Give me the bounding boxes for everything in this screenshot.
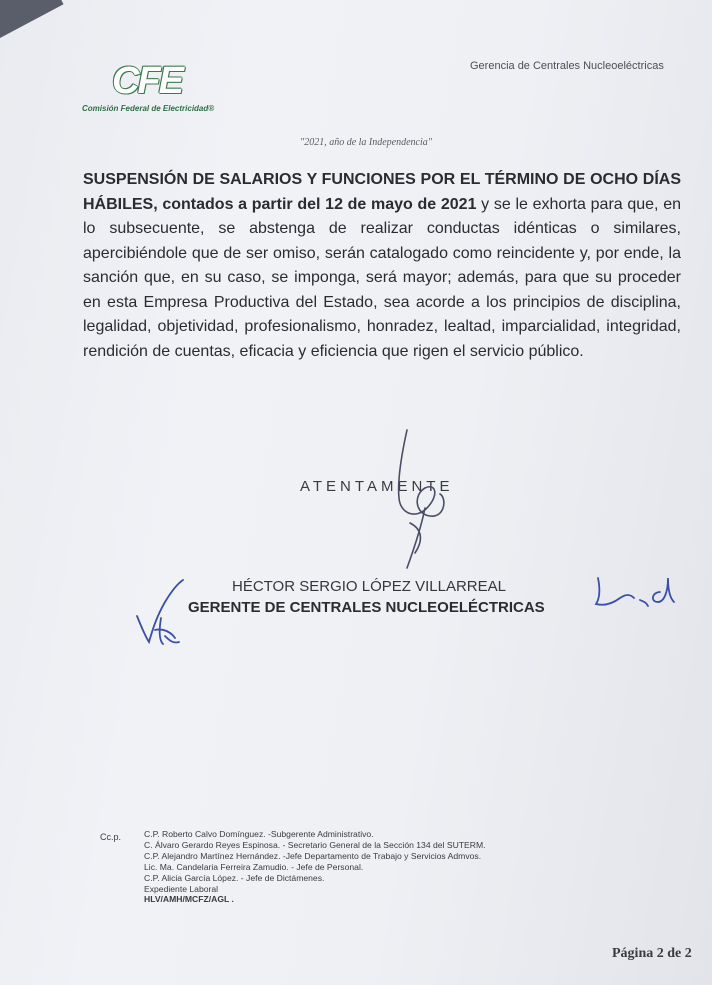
page-number: Página 2 de 2 <box>612 946 692 961</box>
initials-right-scribble <box>590 572 680 612</box>
body-paragraph <box>83 168 681 364</box>
cc-line: C.P. Alejandro Martínez Hernández. -Jefe Departamento de Trabajo y Servicios Admvos. <box>144 850 482 861</box>
cc-line: C.P. Alicia García López. - Jefe de Dictámenes. <box>144 872 325 883</box>
body-bold-lead: SUSPENSIÓN DE SALARIOS Y FUNCIONES POR EL TÉRMINO DE OCHO DÍAS HÁBILES, contados a partir del 12 de mayo de 2021 <box>83 171 681 213</box>
cc-line: HLV/AMH/MCFZ/AGL . <box>144 894 234 905</box>
cfe-logo-subtitle: Comisión Federal de Electricidad® <box>82 104 215 113</box>
cc-line: Lic. Ma. Candelaria Ferreira Zamudio. - Jefe de Personal. <box>144 861 364 872</box>
cc-recipients-list <box>144 829 486 905</box>
cc-label: Cc.p. <box>100 832 122 842</box>
cfe-logo: CFE <box>112 60 182 102</box>
closing-salutation: ATENTAMENTE <box>300 478 454 495</box>
signatory-name: HÉCTOR SERGIO LÓPEZ VILLARREAL <box>232 578 506 595</box>
body-text: y se le exhorta para que, en lo subsecuente, se abstenga de realizar conductas idénticas o similares, apercibiéndole que de ser omiso, serán catalogado como reincidente y, por ende, la sanción que, en su caso, se imponga, será mayor; además, para que su proceder en esta Empresa Productiva del Estado, sea acorde a los principios de disciplina, legalidad, objetividad, profesionalismo, honradez, lealtad, imparcialidad, integridad, rendición de cuentas, eficacia y eficiencia que rigen el servicio público. <box>83 195 681 360</box>
year-motto: "2021, año de la Independencia" <box>300 137 432 148</box>
page-corner-shadow <box>0 0 64 49</box>
department-header: Gerencia de Centrales Nucleoeléctricas <box>470 60 664 72</box>
initials-left-scribble <box>133 578 193 648</box>
signature-main-scribble <box>385 428 455 578</box>
cc-line: C. Álvaro Gerardo Reyes Espinosa. - Secretario General de la Sección 134 del SUTERM. <box>144 839 486 850</box>
cc-line: C.P. Roberto Calvo Domínguez. -Subgerente Administrativo. <box>144 829 374 839</box>
signatory-position: GERENTE DE CENTRALES NUCLEOELÉCTRICAS <box>188 599 545 616</box>
cc-line: Expediente Laboral <box>144 883 219 894</box>
